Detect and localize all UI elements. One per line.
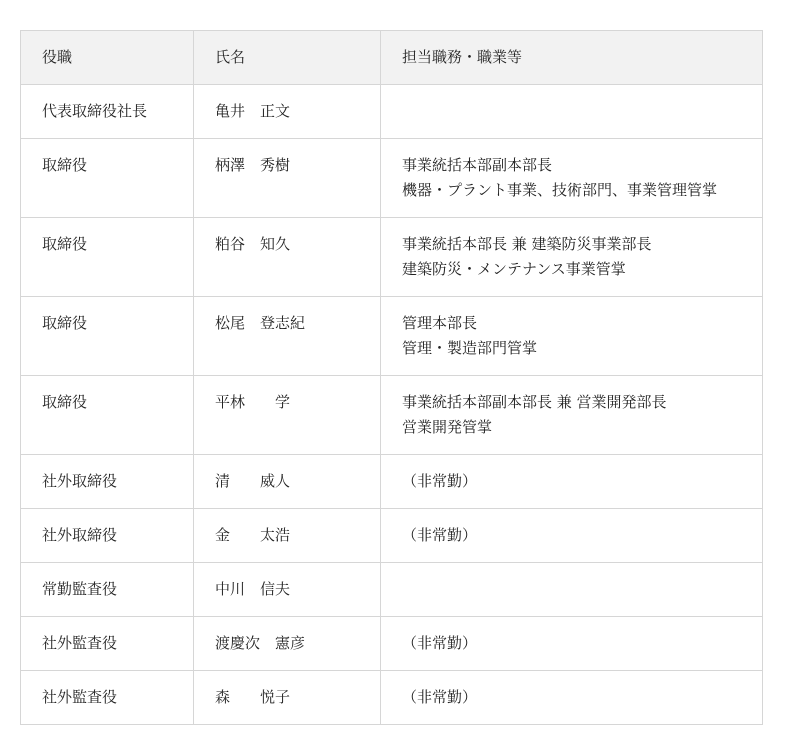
- table-row: [21, 617, 763, 671]
- duties-cell: [381, 671, 763, 725]
- officers-table: [20, 30, 763, 725]
- duty-line: 事業統括本部副本部長 兼 営業開発部長: [402, 393, 667, 411]
- role-cell: 代表取締役社長: [21, 85, 194, 139]
- role-cell: 社外取締役: [21, 509, 194, 563]
- table-row: [21, 671, 763, 725]
- name-cell: 粕谷 知久: [194, 218, 381, 297]
- role-cell: 常勤監査役: [21, 563, 194, 617]
- name-cell: 平林 学: [194, 376, 381, 455]
- officers-table-body: [21, 85, 763, 725]
- column-header-name: 氏名: [194, 31, 381, 85]
- role-cell: 取締役: [21, 218, 194, 297]
- table-header-row: [21, 31, 763, 85]
- role-cell: 取締役: [21, 376, 194, 455]
- duty-line: 機器・プラント事業、技術部門、事業管理管掌: [402, 181, 718, 199]
- duty-line: 営業開発管掌: [402, 418, 493, 436]
- name-cell: 亀井 正文: [194, 85, 381, 139]
- duties-cell: [381, 85, 763, 139]
- duties-cell: [381, 297, 763, 376]
- name-cell: 清 威人: [194, 455, 381, 509]
- column-header-duties: 担当職務・職業等: [381, 31, 763, 85]
- role-cell: 社外取締役: [21, 455, 194, 509]
- name-cell: 中川 信夫: [194, 563, 381, 617]
- role-cell: 取締役: [21, 139, 194, 218]
- duties-cell: [381, 455, 763, 509]
- duties-cell: [381, 376, 763, 455]
- table-row: [21, 85, 763, 139]
- role-cell: 取締役: [21, 297, 194, 376]
- duty-line: 事業統括本部副本部長: [402, 156, 553, 174]
- name-cell: 渡慶次 憲彦: [194, 617, 381, 671]
- name-cell: 森 悦子: [194, 671, 381, 725]
- table-row: [21, 563, 763, 617]
- name-cell: 金 太浩: [194, 509, 381, 563]
- table-row: [21, 139, 763, 218]
- name-cell: 松尾 登志紀: [194, 297, 381, 376]
- duty-line: （非常勤）: [402, 634, 478, 652]
- column-header-role: 役職: [21, 31, 194, 85]
- duties-cell: [381, 563, 763, 617]
- duty-line: 事業統括本部長 兼 建築防災事業部長: [402, 235, 652, 253]
- duty-line: 管理本部長: [402, 314, 478, 332]
- duty-line: 管理・製造部門管掌: [402, 339, 538, 357]
- duties-cell: [381, 509, 763, 563]
- duty-line: 建築防災・メンテナンス事業管掌: [402, 260, 626, 278]
- duty-line: （非常勤）: [402, 688, 478, 706]
- table-row: [21, 376, 763, 455]
- table-row: [21, 218, 763, 297]
- table-row: [21, 455, 763, 509]
- duty-line: （非常勤）: [402, 472, 478, 490]
- duties-cell: [381, 218, 763, 297]
- table-row: [21, 509, 763, 563]
- role-cell: 社外監査役: [21, 617, 194, 671]
- duty-line: （非常勤）: [402, 526, 478, 544]
- role-cell: 社外監査役: [21, 671, 194, 725]
- duties-cell: [381, 139, 763, 218]
- table-row: [21, 297, 763, 376]
- name-cell: 柄澤 秀樹: [194, 139, 381, 218]
- duties-cell: [381, 617, 763, 671]
